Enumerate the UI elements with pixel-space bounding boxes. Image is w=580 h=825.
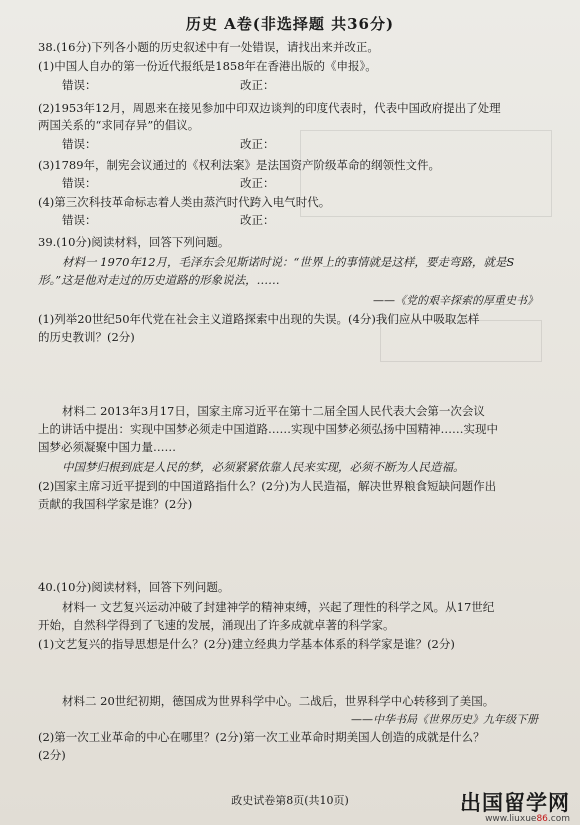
q40-question-2-line-2: (2分) bbox=[38, 748, 66, 762]
q40-material-1-line-2: 开始，自然科学得到了飞速的发展，涌现出了许多成就卓著的科学家。 bbox=[38, 618, 395, 632]
fix-label: 改正： bbox=[240, 176, 275, 190]
q39-material-1-line-1: 材料一 1970年12月，毛泽东会见斯诺时说：“世界上的事情就是这样，要走弯路，就是S bbox=[62, 255, 515, 269]
q38-item-2-line-1: (2)1953年12月，周恩来在接见参加中印双边谈判的印度代表时，代表中国政府提出了处理 bbox=[38, 101, 501, 115]
q38-answer-row-1 bbox=[62, 78, 550, 93]
page-footer: 政史试卷第8页(共10页) bbox=[231, 794, 349, 807]
q40-material-2-source: ——中华书局《世界历史》九年级下册 bbox=[351, 713, 538, 726]
q40-stem: 40.(10分)阅读材料，回答下列问题。 bbox=[38, 580, 230, 594]
fix-label: 改正： bbox=[240, 137, 275, 151]
q38-item-3: (3)1789年，制宪会议通过的《权利法案》是法国资产阶级革命的纲领性文件。 bbox=[38, 158, 441, 172]
q39-material-2-line-4: 中国梦归根到底是人民的梦，必须紧紧依靠人民来实现，必须不断为人民造福。 bbox=[62, 460, 465, 474]
q39-material-1-line-2: 形。”这是他对走过的历史道路的形象说法，…… bbox=[38, 273, 280, 287]
q39-material-2-line-1: 材料二 2013年3月17日，国家主席习近平在第十二届全国人民代表大会第一次会议 bbox=[62, 404, 485, 418]
q40-question-1: (1)文艺复兴的指导思想是什么？(2分)建立经典力学基本体系的科学家是谁？(2分) bbox=[38, 637, 455, 651]
wrong-label: 错误： bbox=[62, 213, 97, 227]
q38-item-1: (1)中国人自办的第一份近代报纸是1858年在香港出版的《申报》。 bbox=[38, 59, 377, 73]
q39-material-1-source: ——《党的艰辛探索的厚重史书》 bbox=[373, 294, 538, 307]
q40-question-2-line-1: (2)第一次工业革命的中心在哪里？(2分)第一次工业革命时期美国人创造的成就是什么？ bbox=[38, 730, 485, 744]
q39-question-1-line-1: (1)列举20世纪50年代党在社会主义道路探索中出现的失误。(4分)我们应从中吸取怎样 bbox=[38, 312, 480, 326]
q40-material-2: 材料二 20世纪初期，德国成为世界科学中心。二战后，世界科学中心转移到了美国。 bbox=[62, 694, 495, 708]
q39-question-1-line-2: 的历史教训？(2分) bbox=[38, 330, 135, 344]
q39-stem: 39.(10分)阅读材料，回答下列问题。 bbox=[38, 235, 230, 249]
q38-answer-row-3 bbox=[62, 176, 550, 191]
wrong-label: 错误： bbox=[62, 137, 97, 151]
q38-item-2-line-2: 两国关系的“求同存异”的倡议。 bbox=[38, 118, 200, 132]
wrong-label: 错误： bbox=[62, 176, 97, 190]
wrong-label: 错误： bbox=[62, 78, 97, 92]
q40-material-1-line-1: 材料一 文艺复兴运动冲破了封建神学的精神束缚，兴起了理性的科学之风。从17世纪 bbox=[62, 600, 495, 614]
q39-material-2-line-2: 上的讲话中提出：实现中国梦必须走中国道路……实现中国梦必须弘扬中国精神……实现中 bbox=[38, 422, 498, 436]
fix-label: 改正： bbox=[240, 78, 275, 92]
fix-label: 改正： bbox=[240, 213, 275, 227]
q39-question-2-line-1: (2)国家主席习近平提到的中国道路指什么？(2分)为人民造福，解决世界粮食短缺问题作出 bbox=[38, 479, 497, 493]
site-watermark bbox=[460, 787, 570, 824]
q38-answer-row-4 bbox=[62, 213, 550, 228]
page-title: 历史 A卷(非选择题 共36分) bbox=[185, 15, 395, 33]
q38-item-4: (4)第三次科技革命标志着人类由蒸汽时代跨入电气时代。 bbox=[38, 195, 331, 209]
watermark-url: www.liuxue86.com bbox=[485, 814, 570, 824]
q39-question-2-line-2: 贡献的我国科学家是谁？(2分) bbox=[38, 497, 193, 511]
watermark-brand: 出国留学网 bbox=[460, 791, 570, 815]
q38-stem: 38.(16分)下列各小题的历史叙述中有一处错误，请找出来并改正。 bbox=[38, 40, 379, 54]
q39-material-2-line-3: 国梦必须凝聚中国力量…… bbox=[38, 440, 176, 454]
q38-answer-row-2 bbox=[62, 137, 550, 152]
